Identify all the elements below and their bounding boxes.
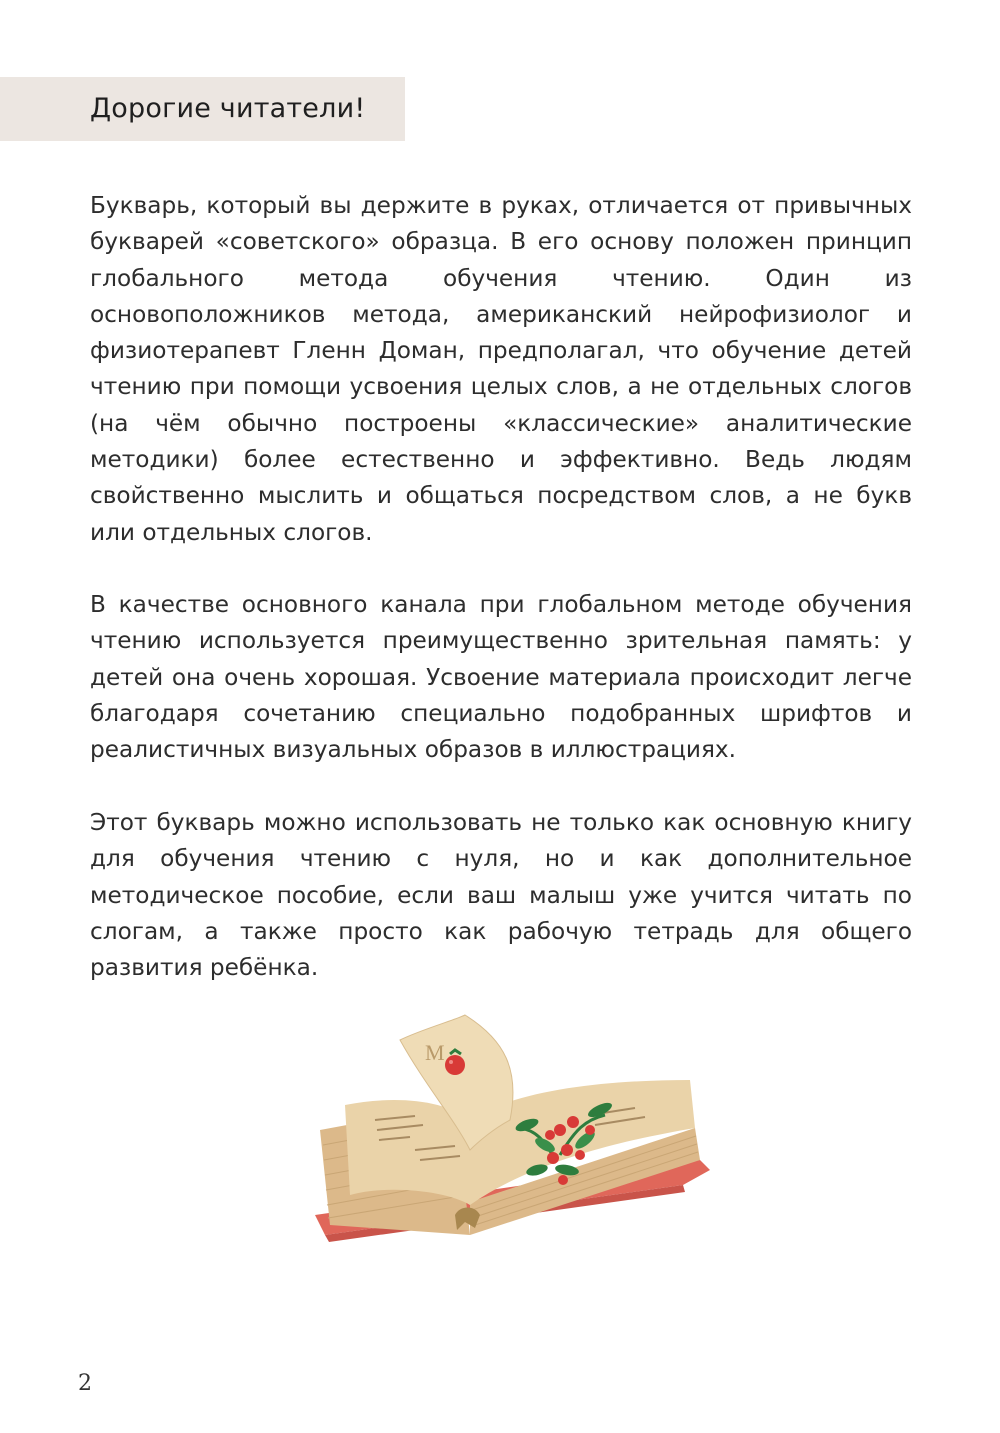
paragraph-method: В качестве основного канала при глобальном методе обучения чтению используется преимущественно зрительная память: у детей она очень хорошая. Усвоение материала происходит легче благодаря сочетанию специально подобранных шрифтов и реалистичных визуальных образов в иллюстрациях.: [90, 591, 912, 764]
paragraph-usage: Этот букварь можно использовать не только как основную книгу для обучения чтению с нуля, но и как дополнительное методическое пособие, если ваш малыш уже учится читать по слогам, а также просто как рабочую тетрадь для общего развития ребёнка.: [90, 809, 912, 982]
page-letter: М: [425, 1040, 445, 1065]
page-title: Дорогие читатели!: [90, 93, 366, 124]
page-number: 2: [78, 1371, 92, 1396]
paragraph-intro: Букварь, который вы держите в руках, отличается от привычных букварей «советского» образца. В его основу положен принцип глобального метода обучения чтению. Один из основоположников метода, американский нейрофизиолог и физиотерапевт Гленн Доман, предполагал, что обучение детей чтению при помощи усвоения целых слов, а не отдельных слогов (на чём обычно построены «классические» аналитические методики) более естественно и эффективно. Ведь людям свойственно мыслить и общаться посредством слов, а не букв или отдельных слогов.: [90, 192, 912, 546]
open-book-illustration: [305, 1010, 725, 1260]
berry-icon: [445, 1055, 465, 1075]
